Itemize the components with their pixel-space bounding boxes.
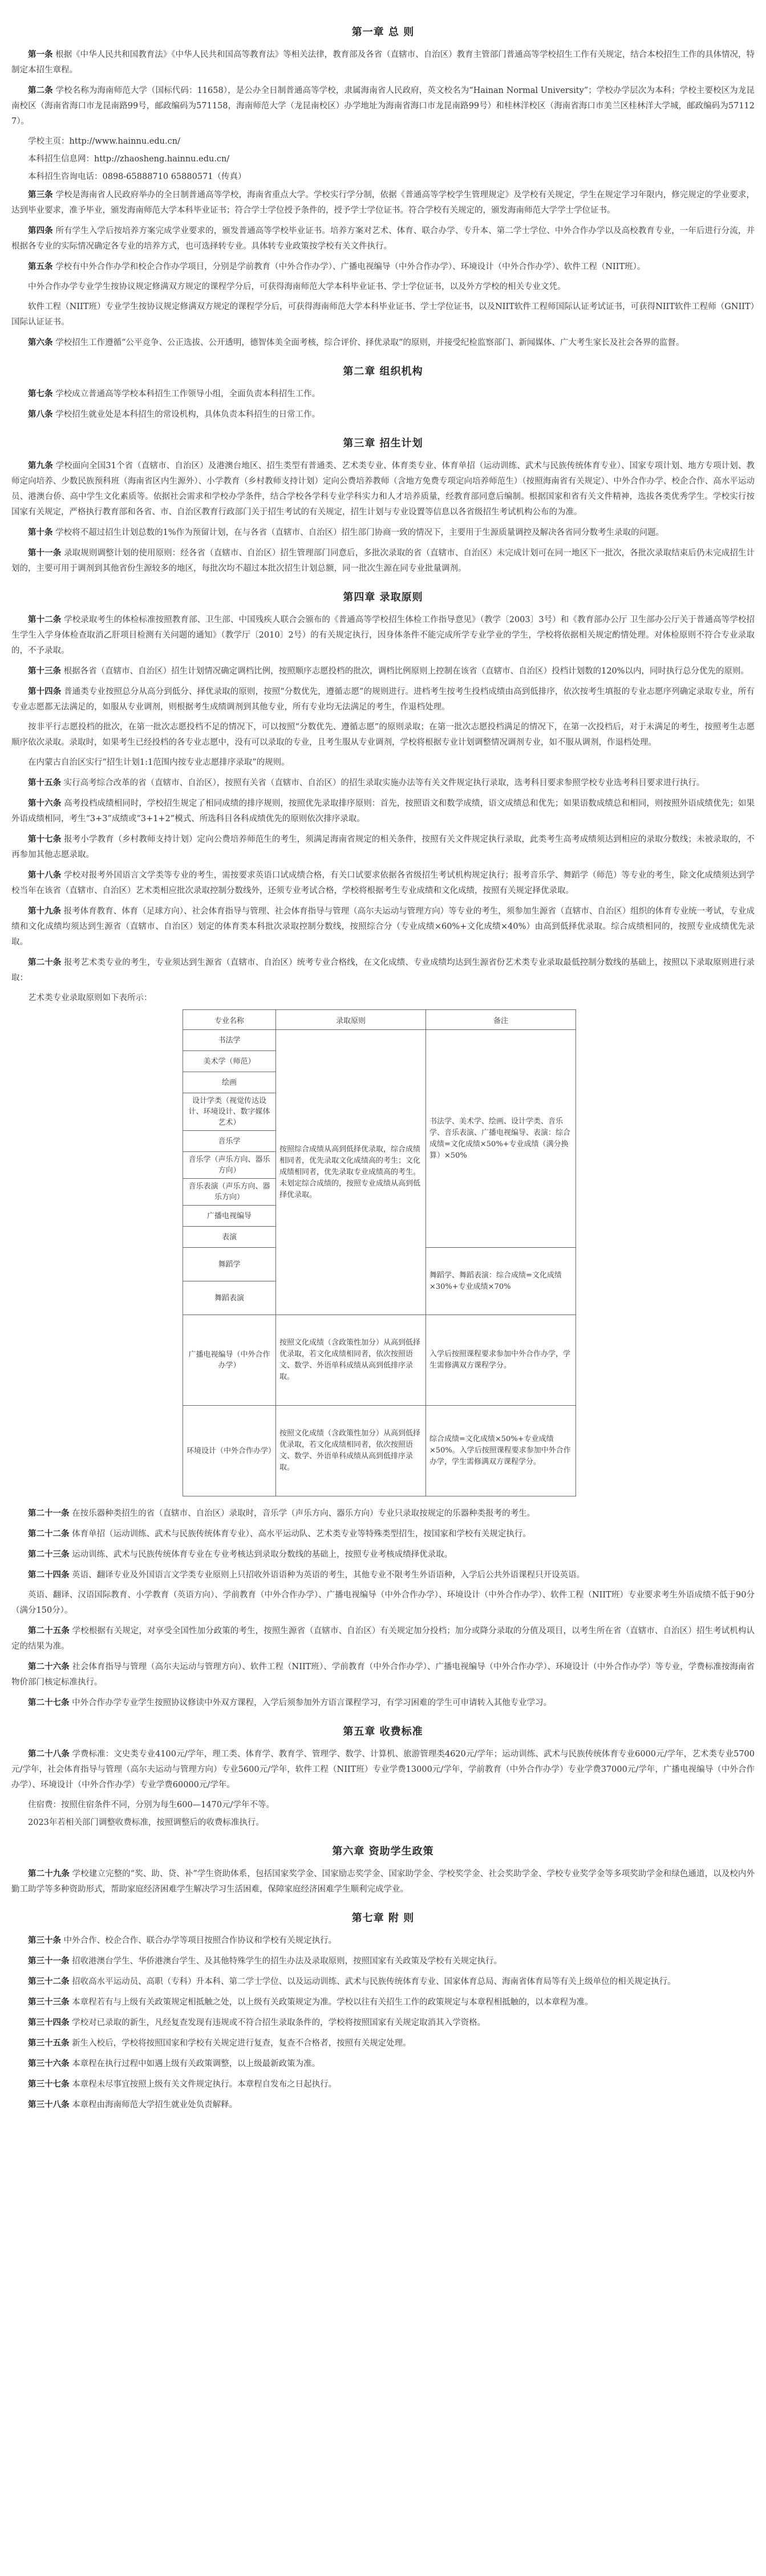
article-6 [11, 335, 755, 351]
table-cell: 美术学（师范） [183, 1051, 276, 1072]
article-label: 第十六条 [28, 798, 62, 808]
table-cell: 环境设计（中外合作办学） [183, 1406, 276, 1496]
table-cell: 书法学、美术学、绘画、设计学类、音乐学、音乐表演、广播电视编导、表演：综合成绩=文化成绩×50%+专业成绩（满分换算）×50% [426, 1030, 576, 1248]
article-label: 第三十三条 [28, 1997, 70, 2007]
article-text: 学费标准：文史类专业4100元/学年，理工类、体育学、教育学、管理学、数学、计算机、旅游管理类4620元/学年；运动训练、武术与民族传统体育专业6000元/学年，艺术类专业5700元/学年，社会体育指导与管理（高尔夫运动与管理方向）专业5600元/学年，软件工程（NIIT班）专业学费13000元/学年，学前教育（中外合作办学）专业学费37000元/学年，广播电视编导（中外合作办学）、环境设计（中外合作办学）专业学费60000元/学年。 [11, 1750, 755, 1790]
article-text: 学校录取考生的体检标准按照教育部、卫生部、中国残疾人联合会颁布的《普通高等学校招生体检工作指导意见》（教学〔2003〕3号）和《教育部办公厅 卫生部办公厅关于普通高等学校招生学生入学身体检查取消乙肝项目检测有关问题的通知》（教学厅〔2010〕2号）的有关规定执行，因身体条件不能完成所学专业学业的学生，学校将依据相关规定酌情处理。对体检原则不符合专业录取的，不予录取。 [11, 615, 755, 655]
article-label: 第一条 [28, 50, 53, 59]
article-text: 英语、翻译专业及外国语言文学类专业原则上只招收外语语种为英语的考生，其他专业不限考生外语语种，入学后公共外语课程只开设英语。 [72, 1571, 585, 1580]
table-row [183, 1030, 576, 1051]
article-label: 第二十四条 [28, 1570, 70, 1580]
article-label: 第十一条 [28, 548, 62, 558]
article-13 [11, 663, 755, 679]
article-8 [11, 407, 755, 423]
article-text: 所有学生入学后按培养方案完成学业要求的，颁发普通高等学校毕业证书。培养方案对艺术、体育、联合办学、专升本、第二学士学位、中外合作办学以及高校教育专业，一年后进行分流，并根据各专业的实际情况确定各专业的培养方式，也可选择转专业。具体转专业政策按学校有关文件执行。 [11, 226, 755, 251]
article-label: 第三十五条 [28, 2038, 70, 2048]
article-29 [11, 1866, 755, 1897]
article-text: 本章程未尽事宜按照上级有关文件规定执行。本章程自发布之日起执行。 [72, 2080, 337, 2089]
article-text: 实行高考综合改革的省（直辖市、自治区），按照有关省（直辖市、自治区）的招生录取实施办法等有关文件规定执行录取，选考科目要求参照学校专业选考科目要求进行执行。 [63, 778, 705, 788]
article-text: 本章程若有与上级有关政策规定相抵触之处，以上级有关政策规定为准。学校以往有关招生工作的政策规定与本章程相抵触的，以本章程为准。 [72, 1998, 593, 2007]
article-label: 第二十九条 [28, 1869, 70, 1879]
article-label: 第十七条 [28, 834, 62, 844]
table-cell: 广播电视编导（中外合作办学） [183, 1315, 276, 1406]
article-text: 学校名称为海南师范大学（国标代码：11658），是公办全日制普通高等学校，隶属海南省人民政府，英文校名为“Hainan Normal University”；学校办学层次为本科；学校主要校区为龙昆南校区（海南省海口市龙昆南路99号，邮政编码为571158，海南师范大学（龙昆南校区）办学地址为海南省海口市龙昆南路99号）和桂林洋校区（海南省海口市美兰区桂林洋大学城，邮政编码为571127）。 [11, 86, 755, 126]
article-10 [11, 525, 755, 541]
article-text: 学校对已录取的新生，凡经复查发现有违规或不符合招生录取条件的，学校将按照国家有关规定取消其入学资格。 [72, 2018, 486, 2027]
article-21 [11, 1506, 755, 1522]
article-text: 运动训练、武术与民族传统体育专业在专业考核达到录取分数线的基础上，按照专业考核成绩择优录取。 [72, 1550, 453, 1559]
article-text: 学校建立完整的“奖、助、贷、补”学生资助体系，包括国家奖学金、国家励志奖学金、国家助学金、学校奖学金、社会奖助学金、学校专业奖学金等多项奖助学金和绿色通道，以及校内外勤工助学等多种资助形式，帮助家庭经济困难学生解决学习生活困难，保障家庭经济困难学生顺利完成学业。 [11, 1869, 755, 1894]
article-label: 第三十八条 [28, 2100, 70, 2110]
article-26 [11, 1659, 755, 1690]
table-cell: 表演 [183, 1227, 276, 1248]
article-23 [11, 1547, 755, 1563]
article-1 [11, 47, 755, 78]
article-37 [11, 2076, 755, 2092]
article-text: 普通类专业按照总分从高分到低分、择优录取的原则，按照“分数优先，遵循志愿”的规则进行。进档考生按考生投档成绩由高到低排序，依次按考生填报的专业志愿序列确定录取专业，所有专业志愿都无法满足的，如服从专业调剂，则根据考生成绩调剂到其他专业，所有专业均无法满足的考生，作退档处理。 [11, 687, 755, 712]
article-label: 第十三条 [28, 666, 61, 676]
article-5-extra-2: 软件工程（NIIT班）专业学生按协议规定修满双方规定的课程学分后，可获得海南师范大学本科毕业证书、学士学位证书，以及NIIT软件工程师国际认证考试证书，可获得NIIT软件工程师（GNIIT）国际认证证书。 [11, 302, 755, 327]
table-cell: 书法学 [183, 1030, 276, 1051]
article-label: 第十四条 [28, 687, 62, 696]
table-row [183, 1406, 576, 1496]
article-25 [11, 1623, 755, 1654]
article-35 [11, 2035, 755, 2051]
article-36 [11, 2056, 755, 2072]
article-label: 第十条 [28, 528, 53, 537]
article-9 [11, 458, 755, 520]
article-label: 第二十七条 [28, 1698, 70, 1707]
article-label: 第六条 [28, 338, 53, 347]
article-text: 报考艺术类专业的考生，专业须达到生源省（直辖市、自治区）统考专业合格线，在文化成绩、专业成绩均达到生源省份艺术类专业录取最低控制分数线的基础上，按照以下录取原则进行录取： [11, 958, 755, 983]
chapter-3-title: 第三章 招生计划 [343, 437, 423, 449]
table-cell: 设计学类（视觉传达设计、环境设计、数字媒体艺术） [183, 1093, 276, 1131]
article-text: 新生入校后，学校将按照国家和学校有关规定进行复查，复查不合格者，按照有关规定处理。 [72, 2039, 411, 2048]
article-label: 第三十六条 [28, 2059, 70, 2068]
article-11 [11, 545, 755, 577]
article-text: 在按乐器种类招生的省（直辖市、自治区）录取时，音乐学（声乐方向、器乐方向）专业只录取按规定的乐器种类报考的考生。 [72, 1509, 536, 1518]
table-cell: 按照文化成绩（含政策性加分）从高到低择优录取，若文化成绩相同者，依次按照语文、数学、外语单科成绩从高到低排序录取。 [276, 1315, 426, 1406]
chapter-1-title: 第一章 总 则 [351, 26, 415, 38]
article-18 [11, 867, 755, 899]
article-label: 第十五条 [28, 778, 61, 788]
table-cell: 音乐学 [183, 1131, 276, 1152]
arts-admission-table [183, 1009, 576, 1496]
table-cell: 舞蹈学 [183, 1248, 276, 1281]
article-19 [11, 903, 755, 950]
chapter-2-title: 第二章 组织机构 [343, 366, 423, 378]
table-cell: 舞蹈表演 [183, 1281, 276, 1315]
article-text: 报考体育教育、体育（足球方向）、社会体育指导与管理、社会体育指导与管理（高尔夫运动与管理方向）等专业的考生，须参加生源省（直辖市、自治区）组织的体育专业统一考试，专业成绩和文化成绩均须达到生源省（直辖市、自治区）划定的体育类本科批次录取控制分数线，按照综合分（专业成绩×60%+文化成绩×40%）由高到低择优录取。综合成绩相同的，按照专业成绩优先录取。 [11, 907, 755, 947]
table-cell: 广播电视编导 [183, 1206, 276, 1227]
article-27 [11, 1695, 755, 1711]
article-5-extra-1: 中外合作办学专业学生按协议规定修满双方规定的课程学分后，可获得海南师范大学本科毕业证书、学士学位证书，以及外方学校的相关专业文凭。 [28, 282, 566, 291]
article-text: 高考投档成绩相同时，学校招生规定了相同成绩的排序规则，按照优先录取排序原则：首先，按照语文和数学成绩，语文成绩总和优先；如果语数成绩总和相同，则按照外语成绩优先；如果外语成绩相同，考生“3+3”成绩或“3+1+2”模式、所选科目各科成绩优先的原则依次排序录取。 [11, 799, 755, 823]
table-row [183, 1315, 576, 1406]
article-label: 第二十三条 [28, 1549, 70, 1559]
table-header-cell: 录取原则 [276, 1010, 426, 1030]
article-label: 第八条 [28, 409, 53, 419]
chapter-7-title: 第七章 附 则 [351, 1912, 415, 1924]
article-label: 第三十二条 [28, 1977, 70, 1986]
article-label: 第十八条 [28, 870, 62, 880]
article-text: 报考小学教育（乡村教师支持计划）定向公费培养师范生的考生，须满足海南省规定的相关条件，按照有关文件规定执行录取，此类考生高考成绩须达到相应的录取分数线；未被录取的，不再参加其他志愿录取。 [11, 835, 755, 859]
article-text: 招收港澳台学生、华侨港澳台学生、及其他特殊学生的招生办法及录取原则，按照国家有关政策及学校有关规定执行。 [72, 1957, 502, 1966]
admission-phone: 本科招生咨询电话：0898-65888710 65880571（传真） [28, 172, 246, 181]
article-text: 学校根据有关规定，对享受全国性加分政策的考生，按照生源省（直辖市、自治区）有关规定加分投档；加分或降分录取的分值及项目，以考生所在省（直辖市、自治区）招生考试机构认定的结果为准。 [11, 1626, 755, 1651]
article-label: 第二条 [28, 86, 53, 95]
article-text: 学校成立普通高等学校本科招生工作领导小组，全面负责本科招生工作。 [55, 390, 321, 399]
school-homepage[interactable]: 学校主页：http://www.hainnu.edu.cn/ [28, 137, 180, 146]
article-30 [11, 1933, 755, 1949]
article-text: 学校有中外合作办学和校企合作办学项目，分别是学前教育（中外合作办学）、广播电视编导（中外合作办学）、环境设计（中外合作办学）、软件工程（NIIT班）。 [55, 262, 646, 271]
article-label: 第二十五条 [28, 1626, 70, 1636]
article-label: 第二十二条 [28, 1529, 70, 1539]
article-text: 学校招生工作遵循“公平竞争、公正选拔、公开透明，德智体美全面考核，综合评价、择优录取”的原则，并接受纪检监察部门、新闻媒体、广大考生家长及社会各界的监督。 [55, 338, 684, 347]
article-text: 根据各省（直辖市、自治区）招生计划情况确定调档比例，按照顺序志愿投档的批次，调档比例原则上控制在该省（直辖市、自治区）投档计划数的120%以内，同时执行总分优先的原则。 [63, 667, 749, 676]
article-text: 本章程由海南师范大学招生就业处负责解释。 [72, 2100, 238, 2110]
article-label: 第二十六条 [28, 1662, 70, 1672]
article-label: 第二十八条 [28, 1749, 70, 1759]
article-label: 第九条 [28, 461, 53, 470]
article-text: 中外合作、校企合作、联合办学等项目按照合作协议和学校有关规定执行。 [63, 1936, 337, 1945]
article-label: 第四条 [28, 226, 53, 236]
table-cell: 音乐表演（声乐方向、器乐方向） [183, 1179, 276, 1206]
table-cell: 按照综合成绩从高到低择优录取，综合成绩相同者，优先录取文化成绩高的考生；文化成绩相同者，优先录取专业成绩高的考生。未划定综合成绩的，按照专业成绩从高到低择优录取。 [276, 1030, 426, 1315]
article-text: 招收高水平运动员、高职（专科）升本科、第二学士学位、以及运动训练、武术与民族传统体育专业、国家体育总局、海南省体育局等有关上级单位的相关规定执行。 [72, 1977, 676, 1986]
article-14-extra-1: 按非平行志愿投档的批次，在第一批次志愿投档不足的情况下，可以按照“分数优先、遵循志愿”的原则录取；在第一批次志愿投档满足的情况下，在第一次投档后，对于未满足的考生，按照考生志愿顺序依次录取。录取时，如果考生已经投档的各专业志愿中，没有可以录取的专业，且考生服从专业调剂，学校将根据专业计划调整情况调剂专业，如不服从调剂，作退档处理。 [11, 723, 755, 747]
admission-site[interactable]: 本科招生信息网：http://zhaosheng.hainnu.edu.cn/ [28, 155, 230, 164]
table-header-cell: 备注 [426, 1010, 576, 1030]
article-label: 第二十一条 [28, 1508, 70, 1518]
article-label: 第三十四条 [28, 2018, 70, 2027]
article-2 [11, 83, 755, 129]
article-text: 学校将不超过招生计划总数的1%作为预留计划，在与各省（直辖市、自治区）招生部门协商一致的情况下，主要用于生源质量调控及解决各省同分数考生录取的问题。 [55, 528, 664, 537]
article-text: 录取规则调整计划的使用原则：经各省（直辖市、自治区）招生管理部门同意后，多批次录取的省（直辖市、自治区）未完成计划可在同一地区下一批次，各批次录取结束后仍未完成招生计划的，主要可用于调剂到其他省份生源较多的地区，每批次均不超过本批次招生计划总额，同一批次生源在同专业批量调剂。 [11, 549, 755, 573]
article-7 [11, 386, 755, 402]
article-label: 第二十条 [28, 958, 62, 967]
article-24 [11, 1567, 755, 1583]
article-text: 学校招生就业处是本科招生的常设机构，具体负责本科招生的日常工作。 [55, 410, 321, 419]
chapter-5-title: 第五章 收费标准 [343, 1726, 423, 1738]
article-3 [11, 187, 755, 218]
article-text: 体育单招（运动训练、武术与民族传统体育专业）、高水平运动队、艺术类专业等特殊类型招生，按国家和学校有关规定执行。 [72, 1530, 531, 1539]
article-text: 中外合作办学专业学生按照协议修读中外双方课程，入学后须参加外方语言课程学习，有学习困难的学生可申请转入其他专业学习。 [72, 1698, 552, 1707]
article-32 [11, 1974, 755, 1990]
article-14-extra-2: 在内蒙古自治区实行“招生计划1:1范围内按专业志愿排序录取”的规则。 [28, 758, 290, 767]
article-4 [11, 223, 755, 254]
article-38 [11, 2097, 755, 2113]
article-20 [11, 955, 755, 986]
table-intro: 艺术类专业录取原则如下表所示： [28, 993, 152, 1003]
article-28-extra-1: 住宿费：按照住宿条件不同，分别为每生600—1470元/学年不等。 [28, 1800, 274, 1810]
table-cell: 音乐学（声乐方向、器乐方向） [183, 1152, 276, 1179]
article-label: 第五条 [28, 262, 53, 271]
article-text: 学校面向全国31个省（直辖市、自治区）及港澳台地区、招生类型有普通类、艺术类专业、体育类专业、体育单招（运动训练、武术与民族传统体育专业）、国家专项计划、地方专项计划、教师定向培养、少数民族预科班（海南省区内生源外）、小学教育（乡村教师支持计划）定向公费培养教师（含地方免费专项定向培养师范生）（按照海南省有关规定）、中外合作办学、校企合作、高水平运动员、港澳台侨、高中学生文化素质等。依据社会需求和学校办学条件，结合学校各学科专业学科实力和人才培养质量，经教育部同意后编制。根据国家和省有关文件精神，选拔各类优秀学生。学校实行按国家有关规定，严格执行教育部和各省、市、自治区教育行政部门关于招生考试的有关规定，招生计划与专业设置等信息以各省级招生考试机构公布的为准。 [11, 461, 755, 517]
table-cell: 入学后按照课程要求参加中外合作办学，学生需修满双方课程学分。 [426, 1315, 576, 1406]
article-text: 根据《中华人民共和国教育法》《中华人民共和国高等教育法》等相关法律，教育部及各省（直辖市、自治区）教育主管部门普通高等学校招生工作有关规定，结合本校招生工作的具体情况，特制定本招生章程。 [11, 50, 755, 75]
article-28 [11, 1746, 755, 1793]
article-22 [11, 1526, 755, 1542]
article-14 [11, 684, 755, 715]
table-cell: 按照文化成绩（含政策性加分）从高到低择优录取，若文化成绩相同者，依次按照语文、数学、外语单科成绩从高到低排序录取。 [276, 1406, 426, 1496]
article-17 [11, 831, 755, 863]
chapter-4-title: 第四章 录取原则 [343, 591, 423, 603]
article-33 [11, 1994, 755, 2010]
article-text: 本章程在执行过程中如遇上级有关政策调整，以上级最新政策为准。 [72, 2059, 321, 2068]
article-text: 学校对报考外国语言文学类等专业的考生，需按要求英语口试成绩合格，有关口试要求依据各省级招生考试机构规定执行；报考音乐学、舞蹈学（师范）等专业的考生，除文化成绩须达到学校当年在该省（直辖市、自治区）艺术类相应批次录取控制分数线外，还须专业考试合格，学校将根据考生专业成绩和文化成绩，按照有关规定择优录取。 [11, 871, 755, 895]
article-16 [11, 796, 755, 827]
table-header-row [183, 1010, 576, 1030]
chapter-6-title: 第六章 资助学生政策 [332, 1845, 434, 1857]
article-28-extra-2: 2023年若相关部门调整收费标准，按照调整后的收费标准执行。 [28, 1818, 264, 1827]
table-cell: 舞蹈学、舞蹈表演：综合成绩=文化成绩×30%+专业成绩×70% [426, 1248, 576, 1315]
article-label: 第三十一条 [28, 1956, 70, 1966]
article-label: 第三十七条 [28, 2079, 70, 2089]
article-label: 第七条 [28, 389, 53, 399]
article-24-extra: 英语、翻译、汉语国际教育、小学教育（英语方向）、学前教育（中外合作办学）、广播电视编导（中外合作办学）、环境设计（中外合作办学）、软件工程（NIIT班）专业要求考生外语成绩不低于90分（满分150分）。 [11, 1591, 755, 1615]
article-label: 第三条 [28, 190, 53, 200]
article-15 [11, 775, 755, 791]
article-text: 学校是海南省人民政府举办的全日制普通高等学校，海南省重点大学。学校实行学分制，依据《普通高等学校学生管理规定》及学校有关规定，学生在规定学习年限内，修完规定的学业要求，达到毕业要求，准予毕业，颁发海南师范大学本科毕业证书；符合学士学位授予条件的，授予学士学位证书。符合学校有关规定的，颁发海南师范大学学士学位证书。 [11, 190, 755, 215]
article-text: 社会体育指导与管理（高尔夫运动与管理方向）、软件工程（NIIT班）、学前教育（中外合作办学）、广播电视编导（中外合作办学）、环境设计（中外合作办学）等专业，学费标准按海南省物价部门核定标准执行。 [11, 1662, 755, 1687]
article-label: 第十二条 [28, 615, 62, 624]
table-header-cell: 专业名称 [183, 1010, 276, 1030]
table-cell: 综合成绩=文化成绩×50%+专业成绩×50%。入学后按照课程要求参加中外合作办学，学生需修满双方课程学分。 [426, 1406, 576, 1496]
article-5 [11, 259, 755, 275]
table-cell: 绘画 [183, 1072, 276, 1093]
article-12 [11, 612, 755, 659]
article-label: 第三十条 [28, 1936, 61, 1945]
article-34 [11, 2015, 755, 2031]
article-label: 第十九条 [28, 906, 62, 916]
article-31 [11, 1953, 755, 1969]
